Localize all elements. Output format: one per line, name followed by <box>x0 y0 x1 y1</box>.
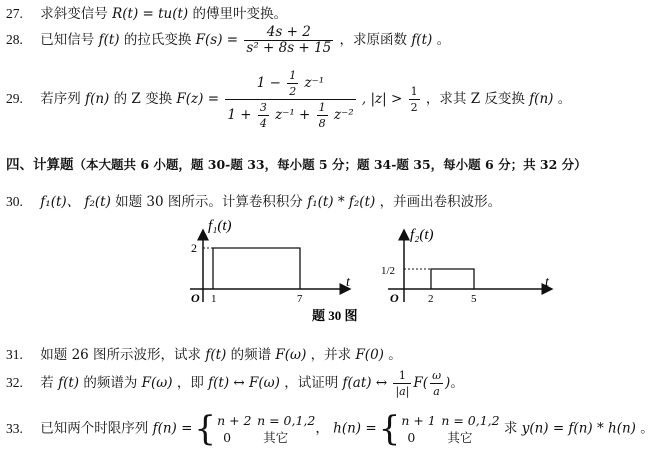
math-expr: F(s) = <box>195 32 239 48</box>
math-expr: F(ω) <box>275 347 307 363</box>
pulse-f2 <box>431 269 474 289</box>
math-expr: f(n) <box>85 91 110 107</box>
case-value: n + 2 <box>217 413 252 428</box>
question-text: 如题 30 图所示。计算卷积积分 <box>115 194 303 210</box>
math-expr: F(ω) <box>141 375 173 391</box>
plot-f1 <box>190 218 351 305</box>
tick-y-label: 1/2 <box>381 265 396 277</box>
question-text: 。 <box>436 32 451 48</box>
question-31 <box>0 343 402 363</box>
fraction-numerator: 4s + 2 <box>244 25 333 41</box>
fraction <box>287 68 298 99</box>
math-expr: F(z) = <box>176 91 220 107</box>
fraction-denominator: a <box>433 385 440 398</box>
math-expr: f(n) <box>529 91 554 107</box>
math-expr: f(t) <box>205 347 227 363</box>
question-text: 。 <box>450 375 464 391</box>
fraction <box>409 84 420 115</box>
question-33: 33. 已知两个时限序列 f(n) ={ n + 2 n = 0,1,2 0 其它 ， h(n) ={ n + 1 n = 0,1,2 0 其它 求 y(n) = f(n) * h(n) 。 <box>0 412 654 446</box>
question-number: 33. <box>6 420 23 436</box>
section-heading <box>0 153 587 173</box>
xlabel-t: t <box>346 275 350 290</box>
question-text: 如题 26 图所示波形，试求 <box>40 347 202 363</box>
ylabel-f2: f₂(t) <box>410 227 434 243</box>
tick-x-label: 5 <box>471 293 477 305</box>
question-text: 的拉氏变换 <box>123 32 192 48</box>
math-expr: f(t) <box>58 375 80 391</box>
term: z⁻¹ + <box>275 107 311 123</box>
case-value: 0 <box>407 430 416 445</box>
fraction-denominator <box>225 100 355 131</box>
question-text: 。 <box>557 91 572 107</box>
fraction-denominator: 2 <box>410 101 418 114</box>
fraction-denominator: |a| <box>395 385 410 398</box>
fraction <box>393 368 411 399</box>
case-value: 0 <box>223 430 232 445</box>
math-expr: f₁(t)、 <box>40 194 81 210</box>
fraction-numerator <box>225 68 355 100</box>
origin-label: O <box>191 291 200 305</box>
brace: { <box>378 409 401 449</box>
question-number: 27. <box>6 6 23 21</box>
question-text: 已知两个时限序列 <box>40 420 149 437</box>
fraction-denominator: 8 <box>318 117 326 130</box>
question-text: ，试证明 <box>284 375 339 391</box>
fraction <box>430 368 443 399</box>
case-condition: n = 0,1,2 <box>257 413 316 428</box>
fraction-denominator: 4 <box>259 117 267 130</box>
question-text: ，求其 Z 反变换 <box>425 91 525 107</box>
question-text: 已知信号 <box>40 32 95 48</box>
question-number: 29. <box>6 91 23 106</box>
question-text: ，求原函数 <box>339 32 408 48</box>
fraction-numerator: 1 <box>393 368 411 384</box>
question-28 <box>0 25 450 56</box>
case-value: n + 1 <box>401 413 436 428</box>
z-transform-fraction <box>225 68 355 131</box>
question-text: 的 Z 变换 <box>113 91 173 107</box>
fraction-numerator: ω <box>432 369 442 382</box>
question-27 <box>0 2 287 22</box>
fraction-denominator: s² + 8s + 15 <box>246 40 332 56</box>
math-expr: F( <box>413 375 429 391</box>
case-condition: 其它 <box>263 430 289 445</box>
question-number: 30. <box>6 194 23 209</box>
question-29 <box>0 68 571 131</box>
term: 1 + <box>227 107 252 123</box>
question-number: 31. <box>6 347 23 362</box>
question-text: 求斜变信号 <box>40 6 108 22</box>
math-expr: f(t) ↔ F(ω) <box>208 375 280 391</box>
fraction-numerator: 1 <box>410 85 418 98</box>
math-expr: , |z| > <box>361 91 403 107</box>
figure-30 <box>0 210 656 330</box>
math-expr: f(n) = <box>152 420 193 437</box>
question-text: 若序列 <box>40 91 81 107</box>
plot-f2 <box>381 227 552 305</box>
math-expr: R(t) = tu(t) <box>112 6 189 22</box>
pulse-f1 <box>213 248 300 289</box>
case-condition: n = 0,1,2 <box>441 413 500 428</box>
fraction-denominator: 2 <box>289 85 297 98</box>
term: z⁻² <box>333 107 354 123</box>
piecewise-h <box>401 412 499 446</box>
math-expr: f₁(t) * f₂(t) <box>307 194 376 210</box>
tick-x-label: 1 <box>211 293 217 305</box>
question-text: 。 <box>640 420 654 437</box>
question-text: ，并画出卷积波形。 <box>379 194 502 210</box>
case-condition: 其它 <box>447 430 473 445</box>
figure-caption: 题 30 图 <box>312 308 358 323</box>
term: 1 − <box>256 75 281 91</box>
tick-y-label: 2 <box>191 241 197 255</box>
question-number: 28. <box>6 32 23 47</box>
math-expr: F(0) <box>355 347 384 363</box>
xlabel-t: t <box>545 275 549 290</box>
math-expr: ) <box>445 375 451 391</box>
question-text: 。 <box>388 347 402 363</box>
question-text: ，即 <box>176 375 204 391</box>
fraction <box>317 100 328 131</box>
piecewise-f <box>217 412 315 446</box>
brace: { <box>194 409 217 449</box>
fraction <box>244 25 333 56</box>
fraction-numerator: 1 <box>289 69 297 82</box>
fraction <box>258 100 269 131</box>
fraction-numerator: 1 <box>318 101 326 114</box>
tick-x-label: 2 <box>428 293 434 305</box>
question-30 <box>0 190 501 210</box>
math-expr: f(t) <box>98 32 120 48</box>
math-expr: f₂(t) <box>84 194 111 210</box>
question-text: 的频谱 <box>230 347 272 363</box>
section-detail: （本大题共 6 小题，题 30-题 33，每小题 5 分；题 34-题 35，每小题 6 分；共 32 分） <box>73 157 587 172</box>
section-title: 四、计算题 <box>6 157 74 173</box>
math-expr: f(t) <box>411 32 433 48</box>
term: z⁻¹ <box>304 75 325 91</box>
math-expr: h(n) = <box>333 420 377 437</box>
ylabel-f1: f₁(t) <box>208 218 232 234</box>
question-text: 求 <box>503 420 518 437</box>
question-text: 若 <box>40 375 54 391</box>
math-expr: y(n) = f(n) * h(n) <box>521 420 636 437</box>
question-text: 的傅里叶变换。 <box>192 6 287 22</box>
tick-x-label: 7 <box>297 293 303 305</box>
fraction-numerator: 3 <box>259 101 267 114</box>
question-text: 的频谱为 <box>83 375 138 391</box>
math-expr: f(at) ↔ <box>342 375 388 391</box>
question-text: ，并求 <box>310 347 352 363</box>
origin-label: O <box>390 291 399 305</box>
question-number: 32. <box>6 375 23 390</box>
question-32 <box>0 368 464 399</box>
